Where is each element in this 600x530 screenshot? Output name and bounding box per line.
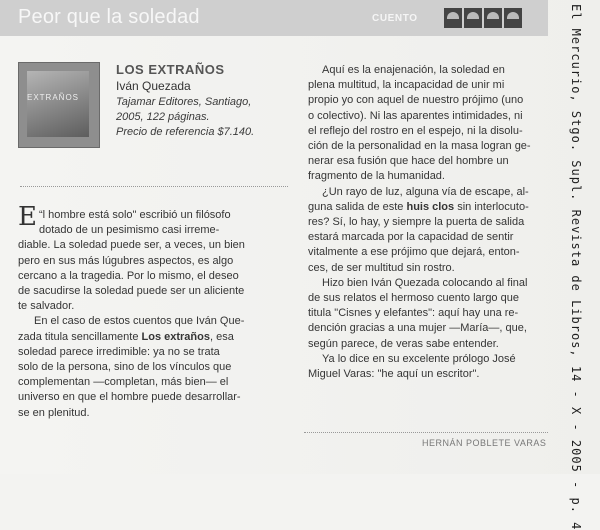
handwritten-note: El Mercurio, Stgo. Supl. Revista de Libros, 14 - X - 2005 - p. 4 bbox=[569, 4, 583, 530]
book-title: LOS EXTRAÑOS bbox=[116, 62, 225, 77]
paragraph-line: propio yo con aquel de nuestro prójimo (uno bbox=[308, 94, 524, 107]
paragraph-line: Hizo bien Iván Quezada colocando al final bbox=[322, 276, 528, 289]
paragraph-line: universo en que el hombre puede desarrollar- bbox=[18, 391, 241, 404]
book-author: Iván Quezada bbox=[116, 79, 191, 93]
book-edition: 2005, 122 páginas. bbox=[116, 111, 210, 123]
paragraph-line: cercano a la tragedia. Por lo mismo, el deseo bbox=[18, 269, 239, 282]
paragraph-line: el reflejo del rostro en el espejo, ni la disolu- bbox=[308, 124, 523, 137]
article-column-left bbox=[18, 202, 292, 421]
header-band bbox=[0, 0, 548, 36]
paragraph-line: “ E l hombre está solo" escribió un filósofo bbox=[18, 202, 231, 232]
paragraph-line: Miguel Varas: "he aquí un escritor". bbox=[308, 368, 480, 381]
paragraph-line: pero en sus más lúgubres aspectos, es algo bbox=[18, 254, 234, 267]
paragraph-line: de sus relatos el hermoso cuento largo que bbox=[308, 292, 519, 305]
paragraph-line: solo de la persona, sino de los vínculos que bbox=[18, 361, 232, 374]
rating-mark-icon bbox=[504, 8, 522, 28]
book-details bbox=[116, 95, 296, 140]
paragraph-line: ¿Un rayo de luz, alguna vía de escape, al- bbox=[322, 185, 529, 198]
paragraph-line: vitalmente a ese prójimo que dejará, enton- bbox=[308, 246, 520, 259]
paragraph-line: dotado de un pesimismo casi irreme- bbox=[38, 224, 220, 237]
book-cover-title: EXTRAÑOS bbox=[27, 93, 80, 102]
section-title: Peor que la soledad bbox=[18, 6, 200, 28]
paragraph-line: fragmento de la humanidad. bbox=[308, 170, 445, 183]
paragraph-line: de sacudirse la soledad puede ser un aliciente bbox=[18, 285, 245, 298]
paragraph-line: nerar esa fusión que hace del hombre un bbox=[308, 155, 509, 168]
paragraph-line: se en plenitud. bbox=[18, 406, 90, 419]
paragraph-line: Ya lo dice en su excelente prólogo José bbox=[322, 352, 516, 365]
book-cover-art bbox=[27, 71, 89, 137]
paragraph-line: guna salida de este huis clos sin interlocuto- bbox=[308, 200, 529, 213]
drop-cap: E bbox=[18, 202, 37, 232]
book-price: Precio de referencia $7.140. bbox=[116, 126, 255, 138]
paragraph-line: diable. La soledad puede ser, a veces, un bien bbox=[18, 239, 245, 252]
paragraph-line: soledad parece irredimible: ya no se trata bbox=[18, 345, 220, 358]
paragraph-line: dención gracias a una mujer —María—, que, bbox=[308, 322, 527, 335]
paragraph-line: ces, de ser multitud sin rostro. bbox=[308, 261, 455, 274]
paragraph-line: estará marcada por la capacidad de sentir bbox=[308, 231, 514, 244]
section-label: CUENTO bbox=[372, 13, 418, 24]
book-publisher: Tajamar Editores, Santiago, bbox=[116, 96, 252, 108]
rating-mark-icon bbox=[484, 8, 502, 28]
divider bbox=[304, 432, 548, 433]
paragraph-line: zada titula sencillamente Los extraños, esa bbox=[18, 330, 234, 343]
paragraph-line: plena multitud, la incapacidad de unir mi bbox=[308, 79, 505, 92]
paragraph-line: te salvador. bbox=[18, 300, 75, 313]
book-cover-image bbox=[18, 62, 100, 148]
article-column-right bbox=[308, 63, 548, 382]
rating-mark-icon bbox=[444, 8, 462, 28]
paragraph-line: Aquí es la enajenación, la soledad en bbox=[322, 64, 505, 76]
rating-marks bbox=[444, 8, 522, 28]
paragraph-line: titula "Cisnes y elefantes": aquí hay una re- bbox=[308, 307, 519, 320]
paragraph-line: res? Sí, lo hay, y siempre la puerta de salida bbox=[308, 216, 525, 229]
paragraph-line: complementan —completan, más bien— el bbox=[18, 376, 229, 389]
paragraph-line: ción de la personalidad en la masa logran ge- bbox=[308, 140, 531, 153]
divider bbox=[20, 186, 288, 187]
rating-mark-icon bbox=[464, 8, 482, 28]
paragraph-line: según parece, de veras sabe entender. bbox=[308, 337, 499, 350]
paragraph-line: En el caso de estos cuentos que Iván Que- bbox=[34, 315, 245, 328]
author-byline: HERNÁN POBLETE VARAS bbox=[422, 438, 547, 448]
paragraph-line: o colectivo). Ni las aparentes intimidades, ni bbox=[308, 109, 523, 122]
